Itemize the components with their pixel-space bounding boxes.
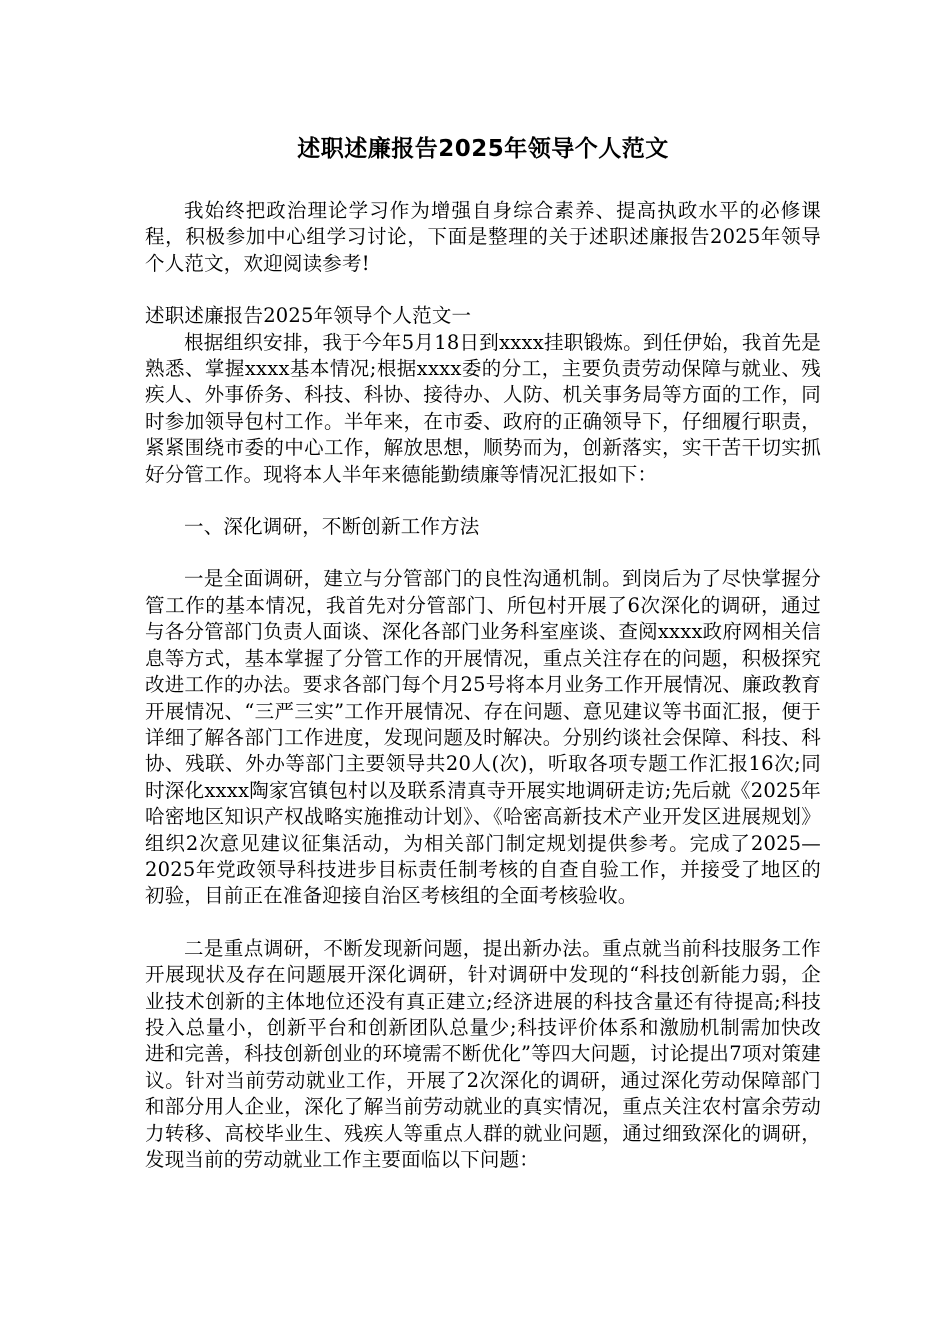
paragraph-3: 二是重点调研，不断发现新问题，提出新办法。重点就当前科技服务工作开展现状及存在问题展开深化调研，针对调研中发现的“科技创新能力弱，企业技术创新的主体地位还没有真正建立;经济进展的科技含量还有待提高;科技投入总量小，创新平台和创新团队总量少;科技评价体系和激励机制需加快改进和完善，科技创新创业的环境需不断优化”等四大问题，讨论提出7项对策建议。针对当前劳动就业工作，开展了2次深化的调研，通过深化劳动保障部门和部分用人企业，深化了解当前劳动就业的真实情况，重点关注农村富余劳动力转移、高校毕业生、残疾人等重点人群的就业问题，通过细致深化的调研，发现当前的劳动就业工作主要面临以下问题： bbox=[145, 936, 821, 1171]
spacer bbox=[145, 910, 821, 936]
spacer bbox=[145, 277, 821, 303]
heading-1: 一、深化调研，不断创新工作方法 bbox=[184, 515, 480, 539]
section-title: 述职述廉报告2025年领导个人范文一 bbox=[145, 304, 472, 328]
paragraph-2: 一是全面调研，建立与分管部门的良性沟通机制。到岗后为了尽快掌握分管工作的基本情况，我首先对分管部门、所包村开展了6次深化的调研，通过与各分管部门负责人面谈、深化各部门业务科室座谈、查阅xxxx政府网相关信息等方式，基本掌握了分管工作的开展情况，重点关注存在的问题，积极探究改进工作的办法。要求各部门每个月25号将本月业务工作开展情况、廉政教育开展情况、“三严三实”工作开展情况、存在问题、意见建议等书面汇报，便于详细了解各部门工作进度，发现问题及时解决。分别约谈社会保障、科技、科协、残联、外办等部门主要领导共20人(次)，听取各项专题工作汇报16次;同时深化xxxx陶家宫镇包村以及联系清真寺开展实地调研走访;先后就《2025年哈密地区知识产权战略实施推动计划》、《哈密高新技术产业开发区进展规划》组织2次意见建议征集活动，为相关部门制定规划提供参考。完成了2025—2025年党政领导科技进步目标责任制考核的自查自验工作，并接受了地区的初验，目前正在准备迎接自治区考核组的全面考核验收。 bbox=[145, 567, 821, 908]
document-page bbox=[145, 128, 821, 1173]
intro-paragraph: 我始终把政治理论学习作为增强自身综合素养、提高执政水平的必修课程，积极参加中心组学习讨论，下面是整理的关于述职述廉报告2025年领导个人范文，欢迎阅读参考! bbox=[145, 199, 821, 275]
spacer bbox=[145, 540, 821, 566]
paragraph-1: 根据组织安排，我于今年5月18日到xxxx挂职锻炼。到任伊始，我首先是熟悉、掌握xxxx基本情况;根据xxxx委的分工，主要负责劳动保障与就业、残疾人、外事侨务、科技、科协、接待办、人防、机关事务局等方面的工作，同时参加领导包村工作。半年来，在市委、政府的正确领导下，仔细履行职责，紧紧围绕市委的中心工作，解放思想，顺势而为，创新落实，实干苦干切实抓好分管工作。现将本人半年来德能勤绩廉等情况汇报如下： bbox=[145, 330, 821, 486]
document-title: 述职述廉报告2025年领导个人范文 bbox=[297, 136, 669, 162]
spacer bbox=[145, 488, 821, 514]
